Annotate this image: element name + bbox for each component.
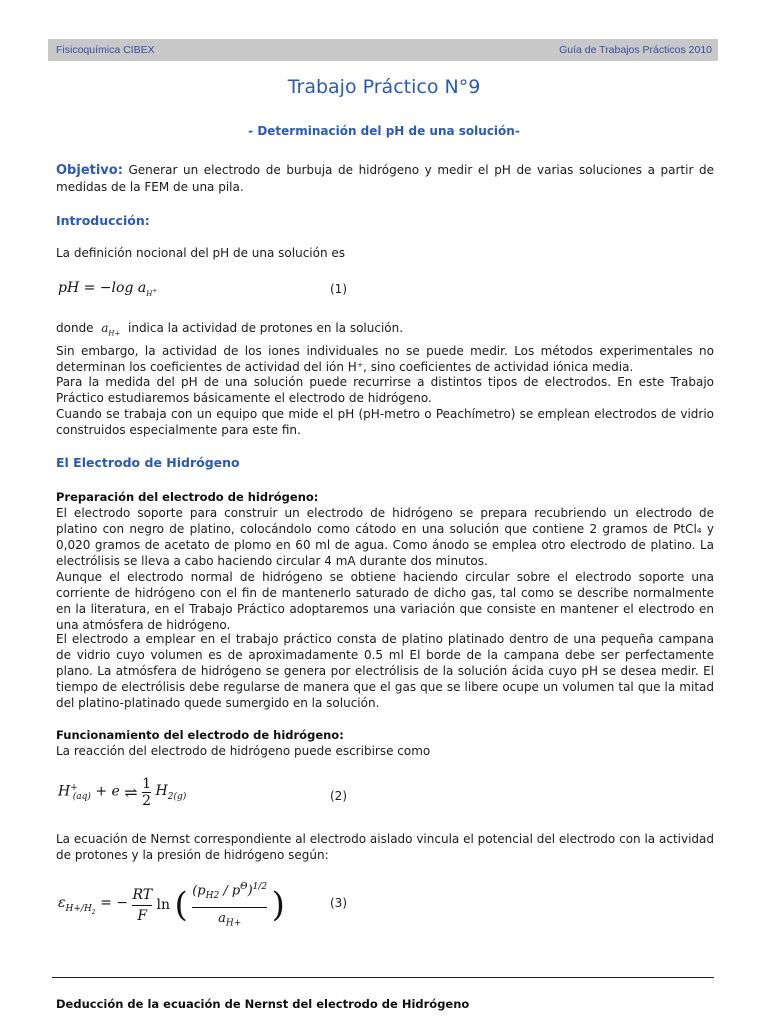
intro-p3: Para la medida del pH de una solución puede recurrirse a distintos tipos de electrodos. En este Trabajo Práctico estudiaremos básicamente el electrodo de hidrógeno. — [56, 375, 714, 405]
electrode-heading: El Electrodo de Hidrógeno — [56, 455, 240, 470]
objective-label: Objetivo: — [56, 163, 123, 178]
equation-3: $\varepsilon_{H+/H_2}$ = − RT F ln ( $(p_{H2} / p^\Theta)^{1/2}$ $a_{H+}$ ) — [58, 876, 285, 935]
objective-paragraph — [56, 162, 714, 195]
intro-p4: Cuando se trabaja con un equipo que mide el pH (pH-metro o Peachímetro) se emplean electrodos de vidrio construidos especialmente para este fin. — [56, 407, 714, 437]
func-p2: La ecuación de Nernst correspondiente al electrodo aislado vincula el potencial del electrodo con la actividad de protones y la presión de hidrógeno según: — [56, 832, 714, 862]
donde-paragraph — [56, 320, 714, 341]
func-heading: Funcionamiento del electrodo de hidrógeno: — [56, 728, 344, 742]
next-section-heading: Deducción de la ecuación de Nernst del electrodo de Hidrógeno — [56, 997, 470, 1011]
prep-heading: Preparación del electrodo de hidrógeno: — [56, 490, 319, 504]
activity-symbol: $a_{H+}$ — [101, 321, 121, 338]
page-title: Trabajo Práctico N°9 — [287, 76, 481, 98]
equation-2: $H^+_{(aq)} + e$ ⇌ 1 2 $H_{2(g)}$ — [58, 776, 187, 809]
equation-1-number: (1) — [330, 282, 347, 296]
equation-3-number: (3) — [330, 896, 347, 910]
intro-p1: La definición nocional del pH de una solución es — [56, 246, 346, 260]
donde-text: indica la actividad de protones en la solución. — [128, 321, 404, 335]
page-subtitle: - Determinación del pH de una solución- — [248, 124, 520, 138]
intro-heading: Introducción: — [56, 213, 150, 228]
equation-2-number: (2) — [330, 789, 347, 803]
header-guide: Guía de Trabajos Prácticos 2010 — [559, 44, 712, 56]
intro-p2: Sin embargo, la actividad de los iones individuales no se puede medir. Los métodos experimentales no determinan los coeficientes de actividad del ión H⁺, sino coeficientes de actividad iónica media. — [56, 344, 714, 374]
objective-text: Generar un electrodo de burbuja de hidrógeno y medir el pH de varias soluciones a partir de medidas de la FEM de una pila. — [56, 163, 714, 194]
func-p1: La reacción del electrodo de hidrógeno puede escribirse como — [56, 744, 431, 758]
equation-1: pH = −log $a_{H^+}$ — [58, 280, 158, 298]
prep-p2: Aunque el electrodo normal de hidrógeno se obtiene haciendo circular sobre el electrodo soporte una corriente de hidrógeno con el fin de mantenerlo saturado de dicho gas, tal como se describe normalmente en la literatura, en el Trabajo Práctico adoptaremos una variación que consiste en mantener el electrodo en una atmósfera de hidrógeno. — [56, 570, 714, 632]
prep-p3: El electrodo a emplear en el trabajo práctico consta de platino platinado dentro de una pequeña campana de vidrio cuyo volumen es de aproximadamente 0.5 ml El borde de la campana debe ser perfectamente plano. La atmósfera de hidrógeno se genera por electrólisis de la solución ácida cuyo pH se desea medir. El tiempo de electrólisis debe regularse de manera que el gas que se libere ocupe un volumen tal que la mitad del platino-platinado quede sumergido en la solución. — [56, 632, 714, 710]
donde-prefix: donde — [56, 321, 94, 335]
page-header — [48, 39, 718, 61]
section-divider — [52, 977, 714, 978]
prep-p1: El electrodo soporte para construir un electrodo de hidrógeno se prepara recubriendo un electrodo de platino con negro de platino, colocándolo como cátodo en una solución que contiene 2 gramos de PtCl₄ y 0,020 gramos de acetato de plomo en 60 ml de agua. Como ánodo se emplea otro electrodo de platino. La electrólisis se lleva a cabo haciendo circular 4 mA durante dos minutos. — [56, 506, 714, 568]
header-course: Fisicoquímica CIBEX — [56, 44, 155, 56]
